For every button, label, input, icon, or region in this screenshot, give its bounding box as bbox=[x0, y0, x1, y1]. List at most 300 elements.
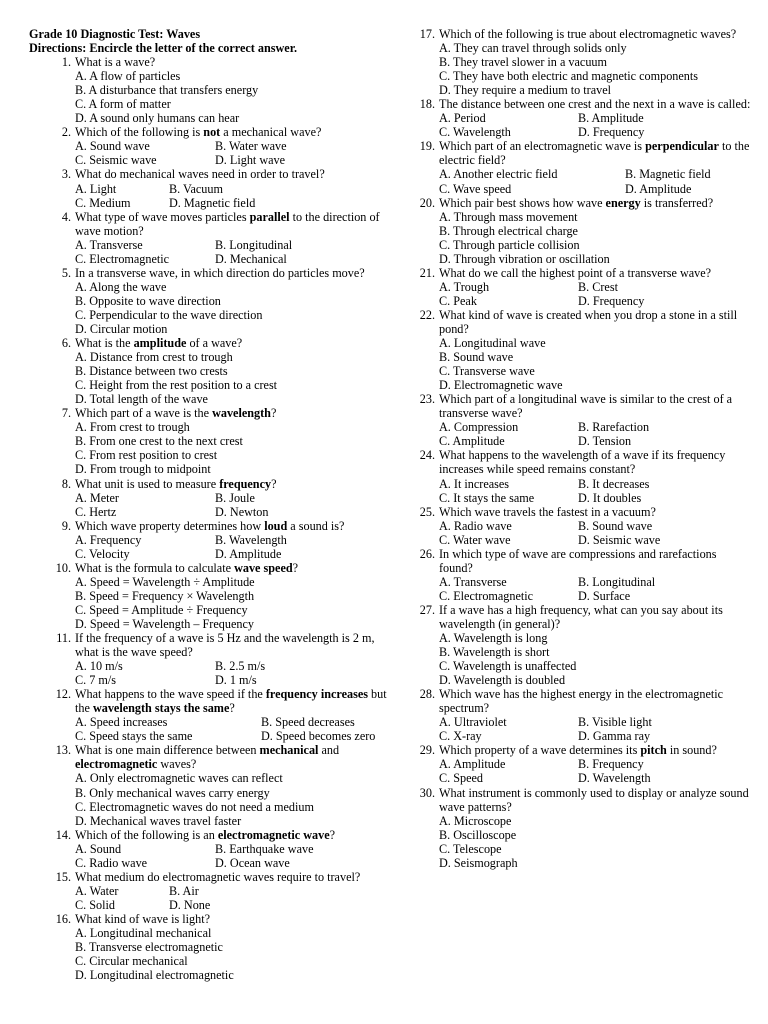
text-span: Which of the following is bbox=[75, 125, 204, 140]
question-23 bbox=[413, 392, 753, 448]
answer-option-a[interactable]: A. Meter bbox=[75, 490, 119, 505]
question-13 bbox=[29, 743, 394, 827]
answer-option-a[interactable]: A. Compression bbox=[439, 420, 519, 435]
answer-option-b[interactable]: B. Air bbox=[169, 883, 199, 898]
option-row bbox=[75, 280, 394, 294]
answer-option-a[interactable]: A. Longitudinal mechanical bbox=[75, 926, 212, 940]
emphasis-text: mechanical bbox=[259, 743, 319, 758]
answer-option-a[interactable]: A. From crest to trough bbox=[75, 420, 190, 435]
question-text bbox=[75, 125, 394, 139]
answer-option-b[interactable]: B. 2.5 m/s bbox=[215, 659, 266, 674]
option-row bbox=[75, 434, 394, 448]
option-row bbox=[439, 673, 753, 687]
question-text bbox=[75, 870, 394, 884]
option-row bbox=[75, 575, 394, 589]
question-number: 15. bbox=[55, 869, 71, 884]
answer-option-d[interactable]: D. Surface bbox=[578, 588, 631, 603]
answer-option-b[interactable]: B. Opposite to wave direction bbox=[75, 293, 221, 308]
answer-option-a[interactable]: A. Ultraviolet bbox=[439, 715, 507, 730]
question-1 bbox=[29, 55, 394, 125]
option-row bbox=[75, 898, 394, 912]
answer-options bbox=[75, 69, 394, 125]
option-row bbox=[75, 617, 394, 631]
question-20 bbox=[413, 196, 753, 266]
option-row bbox=[75, 954, 394, 968]
answer-options bbox=[75, 238, 394, 266]
answer-option-c[interactable]: C. Electromagnetic waves do not need a medium bbox=[75, 799, 314, 814]
answer-option-c[interactable]: C. Perpendicular to the wave direction bbox=[75, 307, 263, 322]
answer-option-c[interactable]: C. 7 m/s bbox=[75, 673, 116, 688]
question-text bbox=[439, 196, 753, 210]
answer-option-b[interactable]: B. Rarefaction bbox=[578, 420, 650, 435]
question-text bbox=[439, 448, 753, 476]
text-span: Which wave has the highest energy in the electromagnetic spectrum? bbox=[439, 687, 724, 716]
option-row bbox=[439, 238, 753, 252]
option-row bbox=[439, 69, 753, 83]
question-28 bbox=[413, 687, 753, 743]
question-7-stem bbox=[29, 406, 394, 420]
option-row bbox=[439, 350, 753, 364]
question-number: 30. bbox=[419, 785, 435, 800]
answer-option-c[interactable]: C. Seismic wave bbox=[75, 153, 157, 168]
answer-option-d[interactable]: D. Amplitude bbox=[625, 181, 692, 196]
question-text bbox=[75, 828, 394, 842]
answer-option-c[interactable]: C. Wavelength bbox=[439, 125, 511, 140]
question-text bbox=[75, 406, 394, 420]
option-row bbox=[439, 575, 753, 589]
answer-option-c[interactable]: C. Velocity bbox=[75, 546, 130, 561]
option-row bbox=[439, 252, 753, 266]
answer-option-c[interactable]: C. Medium bbox=[75, 195, 131, 210]
emphasis-text: frequency bbox=[219, 476, 272, 491]
option-row bbox=[75, 322, 394, 336]
question-number: 27. bbox=[419, 602, 435, 617]
question-12-stem bbox=[29, 687, 394, 715]
option-row bbox=[439, 364, 753, 378]
question-20-stem bbox=[413, 196, 753, 210]
answer-option-d[interactable]: D. A sound only humans can hear bbox=[75, 111, 240, 126]
option-row bbox=[439, 434, 753, 448]
answer-options bbox=[75, 491, 394, 519]
option-row bbox=[75, 856, 394, 870]
question-text bbox=[439, 505, 753, 519]
answer-option-b[interactable]: B. Vacuum bbox=[169, 181, 223, 196]
question-27-stem bbox=[413, 603, 753, 631]
answer-options bbox=[75, 884, 394, 912]
answer-option-c[interactable]: C. Transverse wave bbox=[439, 364, 535, 379]
answer-option-d[interactable]: D. Light wave bbox=[215, 153, 286, 168]
question-5-stem bbox=[29, 266, 394, 280]
answer-option-d[interactable]: D. Ocean wave bbox=[215, 855, 290, 870]
answer-options bbox=[439, 814, 753, 870]
answer-option-b[interactable]: B. It decreases bbox=[578, 476, 650, 491]
question-21-stem bbox=[413, 266, 753, 280]
question-number: 5. bbox=[61, 265, 71, 280]
question-13-stem bbox=[29, 743, 394, 771]
question-1-stem bbox=[29, 55, 394, 69]
question-number: 3. bbox=[61, 167, 71, 182]
question-7 bbox=[29, 406, 394, 476]
answer-option-b[interactable]: B. Distance between two crests bbox=[75, 364, 228, 379]
option-row bbox=[75, 673, 394, 687]
answer-option-c[interactable]: C. From rest position to crest bbox=[75, 448, 218, 463]
question-text bbox=[75, 477, 394, 491]
answer-option-d[interactable]: D. They require a medium to travel bbox=[439, 83, 612, 98]
answer-options bbox=[75, 350, 394, 406]
answer-option-c[interactable]: C. Electromagnetic bbox=[439, 588, 534, 603]
answer-option-c[interactable]: C. They have both electric and magnetic components bbox=[439, 69, 699, 84]
question-text bbox=[75, 519, 394, 533]
question-number: 16. bbox=[55, 911, 71, 926]
emphasis-text: pitch bbox=[640, 743, 667, 758]
answer-option-b[interactable]: B. Through electrical charge bbox=[439, 223, 578, 238]
question-number: 1. bbox=[61, 55, 71, 70]
answer-option-b[interactable]: B. Transverse electromagnetic bbox=[75, 940, 223, 955]
answer-option-c[interactable]: C. A form of matter bbox=[75, 97, 171, 112]
option-row bbox=[75, 491, 394, 505]
option-row bbox=[439, 645, 753, 659]
option-row bbox=[439, 125, 753, 139]
answer-option-c[interactable]: C. Electromagnetic bbox=[75, 251, 170, 266]
answer-option-c[interactable]: C. Speed bbox=[439, 771, 484, 786]
answer-options bbox=[75, 842, 394, 870]
answer-option-b[interactable]: B. Longitudinal bbox=[578, 574, 656, 589]
question-text bbox=[439, 786, 753, 814]
answer-option-b[interactable]: B. Wavelength is short bbox=[439, 645, 550, 660]
answer-option-a[interactable]: A. Sound bbox=[75, 841, 122, 856]
answer-option-d[interactable]: D. Tension bbox=[578, 434, 632, 449]
answer-option-a[interactable]: A. Transverse bbox=[439, 574, 507, 589]
option-row bbox=[439, 336, 753, 350]
option-row bbox=[439, 55, 753, 69]
answer-option-c[interactable]: C. Hertz bbox=[75, 504, 117, 519]
answer-option-d[interactable]: D. 1 m/s bbox=[215, 673, 257, 688]
question-number: 24. bbox=[419, 448, 435, 463]
answer-option-b[interactable]: B. Speed = Frequency × Wavelength bbox=[75, 588, 255, 603]
emphasis-text: parallel bbox=[249, 209, 290, 224]
answer-option-c[interactable]: C. Speed stays the same bbox=[75, 729, 193, 744]
question-11 bbox=[29, 631, 394, 687]
text-span: ? bbox=[329, 827, 336, 842]
question-10 bbox=[29, 561, 394, 631]
text-span: What kind of wave is light? bbox=[75, 911, 211, 926]
answer-option-d[interactable]: D. Mechanical waves travel faster bbox=[75, 813, 242, 828]
option-row bbox=[75, 940, 394, 954]
text-span: Which of the following is an bbox=[75, 827, 218, 842]
question-number: 26. bbox=[419, 546, 435, 561]
option-row bbox=[439, 420, 753, 434]
question-number: 14. bbox=[55, 827, 71, 842]
question-29-stem bbox=[413, 743, 753, 757]
answer-option-d[interactable]: D. From trough to midpoint bbox=[75, 462, 211, 477]
question-text bbox=[75, 167, 394, 181]
answer-option-a[interactable]: A. Sound wave bbox=[75, 139, 150, 154]
answer-option-c[interactable]: C. Solid bbox=[75, 897, 115, 912]
question-text bbox=[75, 912, 394, 926]
text-span: Which part of an electromagnetic wave is bbox=[439, 139, 646, 154]
answer-options bbox=[439, 757, 753, 785]
question-2 bbox=[29, 125, 394, 167]
text-span: Which pair best shows how wave bbox=[439, 195, 606, 210]
answer-options bbox=[439, 631, 753, 687]
text-span: What do mechanical waves need in order to travel? bbox=[75, 167, 325, 182]
answer-option-d[interactable]: D. Speed = Wavelength – Frequency bbox=[75, 616, 254, 631]
question-text bbox=[75, 266, 394, 280]
question-25 bbox=[413, 505, 753, 547]
answer-option-c[interactable]: C. Speed = Amplitude ÷ Frequency bbox=[75, 602, 248, 617]
emphasis-text: energy bbox=[605, 195, 641, 210]
text-span: ? bbox=[271, 476, 277, 491]
answer-option-a[interactable]: A. Along the wave bbox=[75, 279, 167, 294]
answer-option-a[interactable]: A. Longitudinal wave bbox=[439, 336, 546, 351]
answer-option-b[interactable]: B. Joule bbox=[215, 490, 255, 505]
answer-option-d[interactable]: D. Magnetic field bbox=[169, 195, 256, 210]
answer-option-d[interactable]: D. Circular motion bbox=[75, 321, 168, 336]
answer-option-a[interactable]: A. 10 m/s bbox=[75, 659, 123, 674]
option-row bbox=[439, 757, 753, 771]
question-text bbox=[75, 743, 394, 771]
text-span: The distance between one crest and the next in a wave is called: bbox=[439, 97, 751, 112]
question-14-stem bbox=[29, 828, 394, 842]
answer-option-c[interactable]: C. Radio wave bbox=[75, 855, 148, 870]
answer-option-d[interactable]: D. It doubles bbox=[578, 490, 642, 505]
option-row bbox=[75, 139, 394, 153]
answer-options bbox=[439, 420, 753, 448]
answer-option-a[interactable]: A. They can travel through solids only bbox=[439, 41, 627, 56]
question-2-stem bbox=[29, 125, 394, 139]
answer-option-d[interactable]: D. Speed becomes zero bbox=[261, 729, 376, 744]
answer-option-d[interactable]: D. Through vibration or oscillation bbox=[439, 251, 610, 266]
answer-options bbox=[439, 41, 753, 97]
answer-option-a[interactable]: A. Wavelength is long bbox=[439, 631, 548, 646]
answer-option-a[interactable]: A. Amplitude bbox=[439, 757, 506, 772]
answer-option-c[interactable]: C. Through particle collision bbox=[439, 237, 580, 252]
answer-option-d[interactable]: D. Frequency bbox=[578, 125, 645, 140]
text-span: If the frequency of a wave is 5 Hz and the wavelength is 2 m, what is the wave speed? bbox=[75, 631, 375, 660]
question-number: 18. bbox=[419, 97, 435, 112]
emphasis-text: perpendicular bbox=[645, 139, 719, 154]
answer-option-a[interactable]: A. Trough bbox=[439, 279, 490, 294]
text-span: What is the bbox=[75, 336, 134, 351]
answer-option-d[interactable]: D. Electromagnetic wave bbox=[439, 378, 563, 393]
answer-option-b[interactable]: B. A disturbance that transfers energy bbox=[75, 83, 259, 98]
answer-option-c[interactable]: C. Peak bbox=[439, 293, 477, 308]
answer-option-d[interactable]: D. Newton bbox=[215, 504, 269, 519]
question-text bbox=[75, 336, 394, 350]
answer-option-b[interactable]: B. Magnetic field bbox=[625, 167, 711, 182]
option-row bbox=[439, 182, 753, 196]
answer-option-b[interactable]: B. Sound wave bbox=[578, 518, 653, 533]
text-span: but the bbox=[75, 687, 387, 716]
option-row bbox=[75, 771, 394, 785]
question-10-stem bbox=[29, 561, 394, 575]
answer-option-b[interactable]: B. Water wave bbox=[215, 139, 287, 154]
question-number: 12. bbox=[55, 687, 71, 702]
option-row bbox=[75, 97, 394, 111]
answer-option-d[interactable]: D. Gamma ray bbox=[578, 729, 651, 744]
answer-options bbox=[75, 182, 394, 210]
answer-option-a[interactable]: A. Another electric field bbox=[439, 167, 558, 182]
answer-option-a[interactable]: A. Radio wave bbox=[439, 518, 512, 533]
question-number: 11. bbox=[56, 631, 71, 646]
answer-options bbox=[75, 771, 394, 827]
answer-option-a[interactable]: A. Speed = Wavelength ÷ Amplitude bbox=[75, 574, 255, 589]
question-25-stem bbox=[413, 505, 753, 519]
option-row bbox=[75, 83, 394, 97]
answer-options bbox=[75, 280, 394, 336]
answer-option-b[interactable]: B. From one crest to the next crest bbox=[75, 434, 243, 449]
answer-option-b[interactable]: B. Oscilloscope bbox=[439, 827, 517, 842]
answer-option-a[interactable]: A. Water bbox=[75, 883, 119, 898]
text-span: What kind of wave is created when you drop a stone in a still pond? bbox=[439, 307, 738, 336]
option-row bbox=[75, 968, 394, 982]
answer-option-b[interactable]: B. Only mechanical waves carry energy bbox=[75, 785, 270, 800]
question-text bbox=[439, 266, 753, 280]
question-number: 22. bbox=[419, 307, 435, 322]
answer-option-a[interactable]: A. Period bbox=[439, 111, 486, 126]
option-row bbox=[75, 392, 394, 406]
right-column bbox=[413, 27, 753, 870]
answer-option-d[interactable]: D. None bbox=[169, 897, 211, 912]
answer-option-a[interactable]: A. Transverse bbox=[75, 237, 143, 252]
option-row bbox=[439, 41, 753, 55]
text-span: a sound is? bbox=[287, 518, 345, 533]
answer-option-d[interactable]: D. Longitudinal electromagnetic bbox=[75, 968, 234, 983]
question-6-stem bbox=[29, 336, 394, 350]
text-span: ? bbox=[292, 560, 299, 575]
answer-option-a[interactable]: A. Distance from crest to trough bbox=[75, 350, 233, 365]
option-row bbox=[439, 533, 753, 547]
answer-option-c[interactable]: C. Height from the rest position to a crest bbox=[75, 378, 278, 393]
answer-option-d[interactable]: D. Amplitude bbox=[215, 546, 282, 561]
question-number: 21. bbox=[419, 265, 435, 280]
answer-option-a[interactable]: A. It increases bbox=[439, 476, 510, 491]
text-span: What happens to the wavelength of a wave if its frequency increases while speed remains constant? bbox=[439, 448, 726, 477]
answer-option-c[interactable]: C. Amplitude bbox=[439, 434, 505, 449]
answer-option-b[interactable]: B. Wavelength bbox=[215, 532, 287, 547]
answer-option-c[interactable]: C. Wavelength is unaffected bbox=[439, 659, 577, 674]
answer-option-a[interactable]: A. Through mass movement bbox=[439, 209, 578, 224]
answer-option-c[interactable]: C. Telescope bbox=[439, 841, 502, 856]
answer-option-b[interactable]: B. Frequency bbox=[578, 757, 644, 772]
text-span: of a wave? bbox=[186, 336, 243, 351]
answer-option-d[interactable]: D. Seismograph bbox=[439, 855, 518, 870]
question-11-stem bbox=[29, 631, 394, 659]
text-span: in sound? bbox=[666, 743, 717, 758]
option-row bbox=[439, 111, 753, 125]
answer-options bbox=[439, 336, 753, 392]
option-row bbox=[75, 800, 394, 814]
question-16-stem bbox=[29, 912, 394, 926]
answer-option-c[interactable]: C. X-ray bbox=[439, 729, 482, 744]
text-span: In which type of wave are compressions and rarefactions found? bbox=[439, 546, 717, 575]
option-row bbox=[439, 477, 753, 491]
answer-option-b[interactable]: B. Crest bbox=[578, 279, 618, 294]
answer-option-d[interactable]: D. Total length of the wave bbox=[75, 392, 208, 407]
answer-option-b[interactable]: B. Earthquake wave bbox=[215, 841, 314, 856]
answer-option-c[interactable]: C. Wave speed bbox=[439, 181, 512, 196]
option-row bbox=[75, 589, 394, 603]
answer-option-d[interactable]: D. Frequency bbox=[578, 293, 645, 308]
answer-option-a[interactable]: A. Light bbox=[75, 181, 117, 196]
answer-options bbox=[439, 111, 753, 139]
answer-option-b[interactable]: B. Longitudinal bbox=[215, 237, 293, 252]
option-row bbox=[439, 280, 753, 294]
question-22-stem bbox=[413, 308, 753, 336]
question-number: 17. bbox=[419, 27, 435, 41]
option-row bbox=[439, 224, 753, 238]
question-4 bbox=[29, 210, 394, 266]
question-text bbox=[439, 743, 753, 757]
answer-option-c[interactable]: C. Water wave bbox=[439, 532, 511, 547]
question-number: 7. bbox=[61, 406, 71, 421]
test-title: Grade 10 Diagnostic Test: Waves bbox=[29, 27, 201, 41]
answer-option-c[interactable]: C. It stays the same bbox=[439, 490, 535, 505]
question-text bbox=[439, 547, 753, 575]
answer-option-b[interactable]: B. Visible light bbox=[578, 715, 652, 730]
answer-option-d[interactable]: D. Mechanical bbox=[215, 251, 287, 266]
question-9-stem bbox=[29, 519, 394, 533]
question-26-stem bbox=[413, 547, 753, 575]
text-span: What happens to the wave speed if the bbox=[75, 687, 266, 702]
text-span: If a wave has a high frequency, what can you say about its wavelength (in general)? bbox=[439, 602, 723, 631]
answer-option-b[interactable]: B. Amplitude bbox=[578, 111, 644, 126]
question-text bbox=[439, 308, 753, 336]
option-row bbox=[75, 715, 394, 729]
question-16 bbox=[29, 912, 394, 982]
answer-option-a[interactable]: A. Speed increases bbox=[75, 715, 168, 730]
answer-option-d[interactable]: D. Wavelength bbox=[578, 771, 651, 786]
question-text bbox=[75, 687, 394, 715]
text-span: Which wave travels the fastest in a vacuum? bbox=[439, 504, 656, 519]
option-row bbox=[75, 153, 394, 167]
option-row bbox=[75, 842, 394, 856]
question-number: 19. bbox=[419, 139, 435, 154]
question-30 bbox=[413, 786, 753, 870]
text-span: What is the formula to calculate bbox=[75, 560, 235, 575]
answer-option-a[interactable]: A. A flow of particles bbox=[75, 69, 181, 84]
option-row bbox=[75, 603, 394, 617]
option-row bbox=[439, 294, 753, 308]
question-12 bbox=[29, 687, 394, 743]
text-span: a mechanical wave? bbox=[220, 125, 322, 140]
option-row bbox=[75, 729, 394, 743]
question-number: 23. bbox=[419, 392, 435, 407]
answer-options bbox=[439, 280, 753, 308]
answer-option-b[interactable]: B. Sound wave bbox=[439, 350, 514, 365]
answer-option-c[interactable]: C. Circular mechanical bbox=[75, 954, 188, 969]
emphasis-text: amplitude bbox=[133, 336, 187, 351]
answer-option-d[interactable]: D. Wavelength is doubled bbox=[439, 673, 566, 688]
answer-option-b[interactable]: B. Speed decreases bbox=[261, 715, 355, 730]
answer-option-a[interactable]: A. Microscope bbox=[439, 813, 512, 828]
answer-option-d[interactable]: D. Seismic wave bbox=[578, 532, 661, 547]
question-text bbox=[75, 631, 394, 659]
answer-option-a[interactable]: A. Frequency bbox=[75, 532, 142, 547]
question-19 bbox=[413, 139, 753, 195]
question-24 bbox=[413, 448, 753, 504]
option-row bbox=[75, 533, 394, 547]
emphasis-text: wave speed bbox=[234, 560, 293, 575]
text-span: to the direction of wave motion? bbox=[75, 209, 380, 238]
question-18-stem bbox=[413, 97, 753, 111]
answer-option-a[interactable]: A. Only electromagnetic waves can reflect bbox=[75, 771, 283, 786]
answer-option-b[interactable]: B. They travel slower in a vacuum bbox=[439, 55, 607, 70]
question-number: 9. bbox=[61, 518, 71, 533]
answer-options bbox=[75, 139, 394, 167]
option-row bbox=[75, 926, 394, 940]
text-span: to the electric field? bbox=[439, 139, 750, 168]
